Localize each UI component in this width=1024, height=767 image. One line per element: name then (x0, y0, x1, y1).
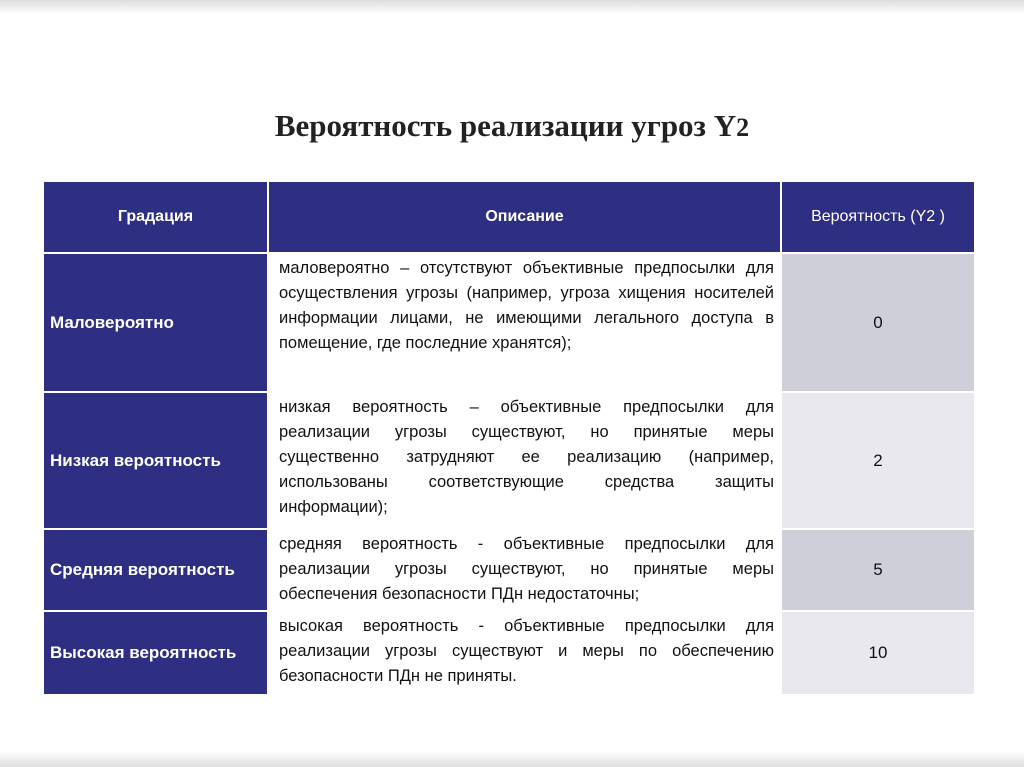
row-description: средняя вероятность - объективные предпосылки для реализации угрозы существуют, но принятые меры обеспечения безопасности ПДн недостаточны; (269, 530, 780, 610)
header-gradation: Градация (44, 182, 267, 252)
row-value: 10 (782, 612, 974, 694)
row-value: 5 (782, 530, 974, 610)
row-description: маловероятно – отсутствуют объективные предпосылки для осуществления угрозы (например, угроза хищения носителей информации лицами, не имеющими легального доступа в помещение, где последние хранятся); (269, 254, 780, 391)
row-description: низкая вероятность – объективные предпосылки для реализации угрозы существуют, но принятые меры существенно затрудняют ее реализацию (например, использованы соответствующие средства защиты информации); (269, 393, 780, 528)
header-probability: Вероятность (Y2 ) (782, 182, 974, 252)
header-description: Описание (269, 182, 780, 252)
row-gradation: Низкая вероятность (44, 393, 267, 528)
row-value: 2 (782, 393, 974, 528)
page-title-subscript: 2 (736, 113, 750, 142)
top-shadow (0, 0, 1024, 14)
row-gradation: Высокая вероятность (44, 612, 267, 694)
page-title-main: Вероятность реализации угроз Y (274, 108, 737, 143)
probability-table (44, 182, 974, 694)
row-value: 0 (782, 254, 974, 391)
bottom-shadow (0, 751, 1024, 767)
row-gradation: Маловероятно (44, 254, 267, 391)
row-description: высокая вероятность - объективные предпосылки для реализации угрозы существуют и меры по обеспечению безопасности ПДн не приняты. (269, 612, 780, 694)
row-gradation: Средняя вероятность (44, 530, 267, 610)
page-title (0, 108, 1024, 144)
